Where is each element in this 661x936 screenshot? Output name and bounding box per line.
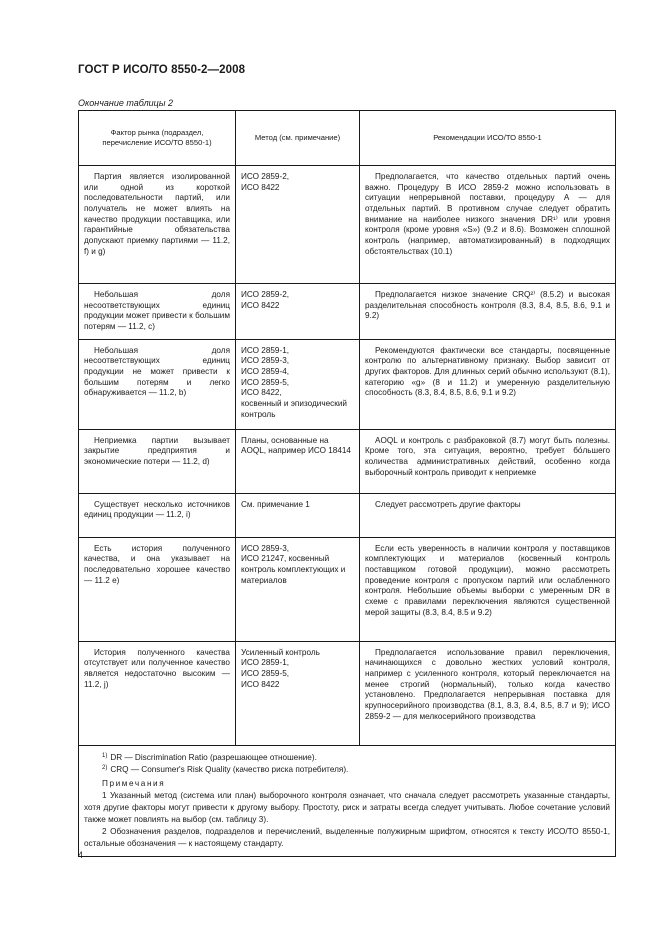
factor-text: Небольшая доля несоответствующих единиц продукции не может привести к большим потерям и легко обнаруживается — 11.2, b) <box>84 345 230 398</box>
method-text: Планы, основанные на AOQL, например ИСО 18414 <box>241 435 351 456</box>
factor-cell <box>79 641 236 745</box>
method-text: ИСО 2859-1, ИСО 2859-3, ИСО 2859-4, ИСО 2859-5, ИСО 8422, косвенный и эпизодический контроль <box>241 345 347 419</box>
factor-text: Существует несколько источников единиц продукции — 11.2, i) <box>84 499 230 520</box>
method-cell <box>236 493 360 537</box>
note-item: 2 Обозначения разделов, подразделов и перечислений, выделенные полужирным шрифтом, относятся к тексту ИСО/ТО 8550-1, остальные обозначения — к настоящему стандарту. <box>84 826 610 848</box>
method-cell <box>236 641 360 745</box>
recommendation-cell <box>360 641 616 745</box>
factor-cell <box>79 429 236 493</box>
table-caption: Окончание таблицы 2 <box>78 98 173 108</box>
factor-text: Партия является изолированной или одной из короткой последовательности партий, или получатель не может влиять на качество продукции поставщика, или гарантийные обязательства допускают приемку партиями — 11.2, f) и g) <box>84 172 230 256</box>
method-cell <box>236 537 360 641</box>
recommendation-text: Рекомендуются фактически все стандарты, посвященные контролю по альтернативному признаку. Выбор зависит от других факторов. Для длинных серий обычно используют (8.1), категорию «g» (8 и 11.2) и умеренную разделительную способность (8.3, 8.4, 8.5, 8.6, 9.1 и 9.2) <box>365 345 610 398</box>
factor-cell <box>79 166 236 284</box>
method-text: См. примечание 1 <box>241 499 310 509</box>
recommendation-cell <box>360 339 616 429</box>
factor-cell <box>79 537 236 641</box>
factor-cell <box>79 339 236 429</box>
table-row <box>79 166 616 284</box>
recommendation-cell <box>360 429 616 493</box>
recommendation-text: Предполагается использование правил переключения, начинающихся с довольно жестких условий контроля, например с усиленного контроля, который переключается на менее строгий (нормальный), только когда качество установлено. Предполагается непрерывная поставка для крупносерийного производства (8.1, 8.3, 8.4, 8.5, 8.7 и 9); ИСО 2859-2 — для мелкосерийного производства <box>365 647 610 721</box>
recommendation-text: Предполагается низкое значение CRQ²⁾ (8.5.2) и высокая разделительная способность контроля (8.3, 8.4, 8.5, 8.6, 9.1 и 9.2) <box>365 290 610 321</box>
table-row <box>79 339 616 429</box>
note-item: 1 Указанный метод (система или план) выборочного контроля означает, что сначала следует рассмотреть указанные стандарты, хотя другие факторы могут привести к другому выбору. Простоту, риск и затраты всегда следует учитывать. Любое сочетание условий также может повлиять на выбор (см. таблицу 3). <box>84 791 610 825</box>
factor-text: Есть история полученного качества, и она указывает на последовательно хорошее качество — 11.2 e) <box>84 543 230 585</box>
factor-text: Неприемка партии вызывает закрытие предприятия и экономические потери — 11.2, d) <box>84 435 230 466</box>
method-text: ИСО 2859-2, ИСО 8422 <box>241 172 290 192</box>
document-header: ГОСТ Р ИСО/ТО 8550-2—2008 <box>78 64 246 76</box>
method-cell <box>236 339 360 429</box>
notes-cell <box>79 745 616 856</box>
recommendation-text: AOQL и контроль с разбраковкой (8.7) могут быть полезны. Кроме того, эта ситуация, вероятно, требует бо́льшего количества административных действий, особенно когда выборочный контроль приводит к неприемке <box>365 435 610 477</box>
footnote <box>102 764 610 776</box>
recommendation-cell <box>360 166 616 284</box>
footnote-mark: 2) <box>102 764 108 771</box>
notes-title: Примечания <box>102 779 166 789</box>
factor-cell <box>79 493 236 537</box>
recommendation-cell <box>360 493 616 537</box>
market-factors-table <box>78 110 616 857</box>
recommendation-text: Предполагается, что качество отдельных партий очень важно. Процедуру В ИСО 2859-2 можно использовать в ситуации непрерывной поставки, процедуру А — для отдельных партий. В противном случае следует обратить внимание на наиболее низкого значения DR¹⁾ или уровня контроля (кроме уровня «S») (9.2 и 8.6). Возможен сплошной контроль (например, автоматизированный) в подходящих обстоятельствах (10.1) <box>365 172 610 256</box>
method-cell <box>236 284 360 340</box>
factor-text: История полученного качества отсутствует или полученное качество является недостаточно высоким — 11.2, j) <box>84 647 230 689</box>
table-header-row <box>79 111 616 166</box>
method-text: Усиленный контроль ИСО 2859-1, ИСО 2859-5, ИСО 8422 <box>241 647 320 689</box>
recommendation-text: Если есть уверенность в наличии контроля у поставщиков комплектующих и материалов (косвенный контроль поставщиком готовой продукции), можно рассмотреть проведение контроля с пропуском партий или ослабленного контроля. Небольшие объемы выборки с умеренным DR в схеме с правилами переключения являются существенной мерой защиты (8.3, 8.4, 8.5 и 9.2) <box>365 543 610 617</box>
recommendation-cell <box>360 537 616 641</box>
factor-cell <box>79 284 236 340</box>
header-recommendation: Рекомендации ИСО/ТО 8550-1 <box>360 111 616 166</box>
method-text: ИСО 2859-3, ИСО 21247, косвенный контроль комплектующих и материалов <box>241 543 346 585</box>
table-row <box>79 429 616 493</box>
recommendation-cell <box>360 284 616 340</box>
method-cell <box>236 166 360 284</box>
header-factor: Фактор рынка (подраздел, перечисление ИСО/ТО 8550-1) <box>79 111 236 166</box>
footnote <box>102 752 610 764</box>
table-body <box>79 166 616 857</box>
footnote-text: DR — Discrimination Ratio (разрешающее отношение). <box>110 752 317 762</box>
table-row <box>79 493 616 537</box>
factor-text: Небольшая доля несоответствующих единиц продукции может привести к большим потерям — 11.2, c) <box>84 290 230 331</box>
table-row <box>79 537 616 641</box>
page-number: 4 <box>78 850 84 860</box>
recommendation-text: Следует рассмотреть другие факторы <box>375 499 521 509</box>
method-text: ИСО 2859-2, ИСО 8422 <box>241 290 290 310</box>
footnote-mark: 1) <box>102 752 108 759</box>
notes-row <box>79 745 616 856</box>
table-row <box>79 284 616 340</box>
method-cell <box>236 429 360 493</box>
table-row <box>79 641 616 745</box>
footnote-text: CRQ — Consumer's Risk Quality (качество риска потребителя). <box>110 764 349 774</box>
header-method: Метод (см. примечание) <box>236 111 360 166</box>
